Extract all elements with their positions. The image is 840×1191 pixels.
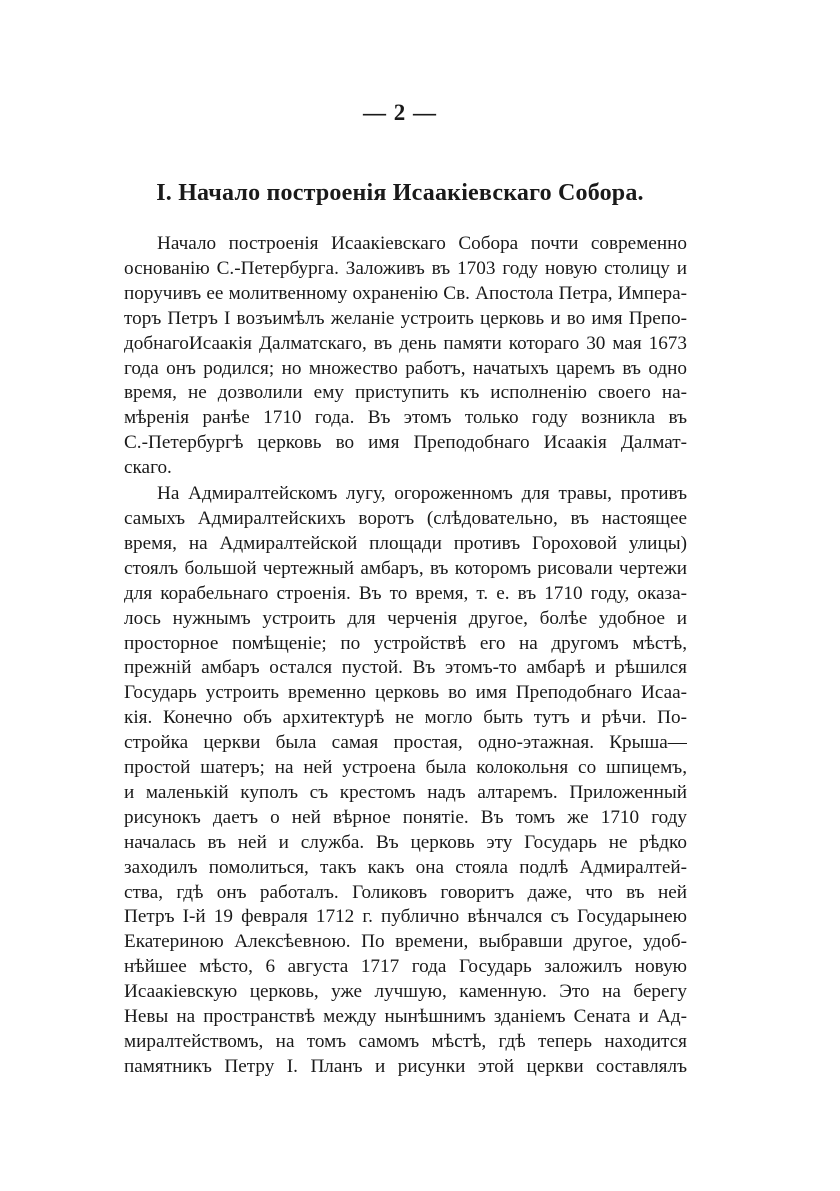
text-line: добнагоИсаакія Далматскаго, въ день памяти котораго 30 мая 1673 [124,332,687,354]
text-line: Петръ I-й 19 февраля 1712 г. публично вѣнчался съ Государынею [124,906,687,928]
text-line: простой шатеръ; на ней устроена была колокольня со шпицемъ, [124,757,687,779]
text-line: памятникъ Петру I. Планъ и рисунки этой церкви составлялъ [124,1055,687,1077]
text-line: торъ Петръ I возъимѣлъ желаніе устроить церковь и во имя Препо- [124,307,687,329]
paragraph-2 [124,482,687,1080]
text-line: миралтействомъ, на томъ самомъ мѣстѣ, гдѣ теперь находится [124,1031,687,1052]
text-line: Начало построенія Исаакіевскаго Собора почти современно [157,233,687,254]
text-line: для корабельнаго строенія. Въ то время, т. е. въ 1710 году, оказа- [124,582,687,604]
text-line: Екатериною Алексѣевною. По времени, выбравши другое, удоб- [124,931,687,953]
body-text [124,232,687,1080]
text-line: стоялъ большой чертежный амбаръ, въ которомъ рисовали чертежи [124,557,687,579]
text-line: мѣренія ранѣе 1710 года. Въ этомъ только году возникла въ [124,407,687,429]
text-line: время, на Адмиралтейской площади противъ Гороховой улицы) [124,532,687,554]
text-line: лось нужнымъ устроить для черченія другое, болѣе удобное и [124,607,687,629]
text-line: На Адмиралтейскомъ лугу, огороженномъ для травы, противъ [157,483,687,505]
text-line: Государь устроить временно церковь во имя Преподобнаго Исаа- [124,682,687,704]
text-line: началась въ ней и служба. Въ церковь эту Государь не рѣдко [124,831,687,853]
text-line: основанію С.-Петербурга. Заложивъ въ 1703 году новую столицу и [124,257,687,279]
text-line: просторное помѣщеніе; по устройствѣ его на другомъ мѣстѣ, [124,632,687,654]
text-line: прежній амбаръ остался пустой. Въ этомъ-то амбарѣ и рѣшился [124,657,687,679]
text-line: рисунокъ даетъ о ней вѣрное понятіе. Въ томъ же 1710 году [124,806,687,828]
paragraph-1 [124,232,687,481]
text-line: заходилъ помолиться, такъ какъ она стояла подлѣ Адмиралтей- [124,856,687,878]
text-line: С.-Петербургѣ церковь во имя Преподобнаго Исаакія Далмат- [124,432,687,454]
text-line: кія. Конечно объ архитектурѣ не могло быть тутъ и рѣчи. По- [124,707,687,729]
text-line: нѣйшее мѣсто, 6 августа 1717 года Государь заложилъ новую [124,956,687,978]
text-line: года онъ родился; но множество работъ, начатыхъ царемъ въ одно [124,357,687,379]
text-line: Невы на пространствѣ между нынѣшнимъ зданіемъ Сената и Ад- [124,1006,687,1028]
text-line: скаго. [124,457,172,479]
text-line: самыхъ Адмиралтейскихъ воротъ (слѣдовательно, въ настоящее [124,507,687,529]
text-line: стройка церкви была самая простая, одно-этажная. Крыша— [124,732,687,754]
text-line: Исаакіевскую церковь, уже лучшую, каменную. Это на берегу [124,981,687,1003]
text-line: время, не дозволили ему приступить къ исполненію своего на- [124,382,687,404]
chapter-title: I. Начало построенія Исаакіевскаго Собора. [156,180,644,206]
text-line: и маленькій куполъ съ крестомъ надъ алтаремъ. Приложенный [124,781,687,803]
text-line: ства, гдѣ онъ работалъ. Голиковъ говоритъ даже, что въ ней [124,881,687,903]
page-number: — 2 — [363,100,437,125]
text-line: поручивъ ее молитвенному охраненію Св. Апостола Петра, Импера- [124,282,687,304]
